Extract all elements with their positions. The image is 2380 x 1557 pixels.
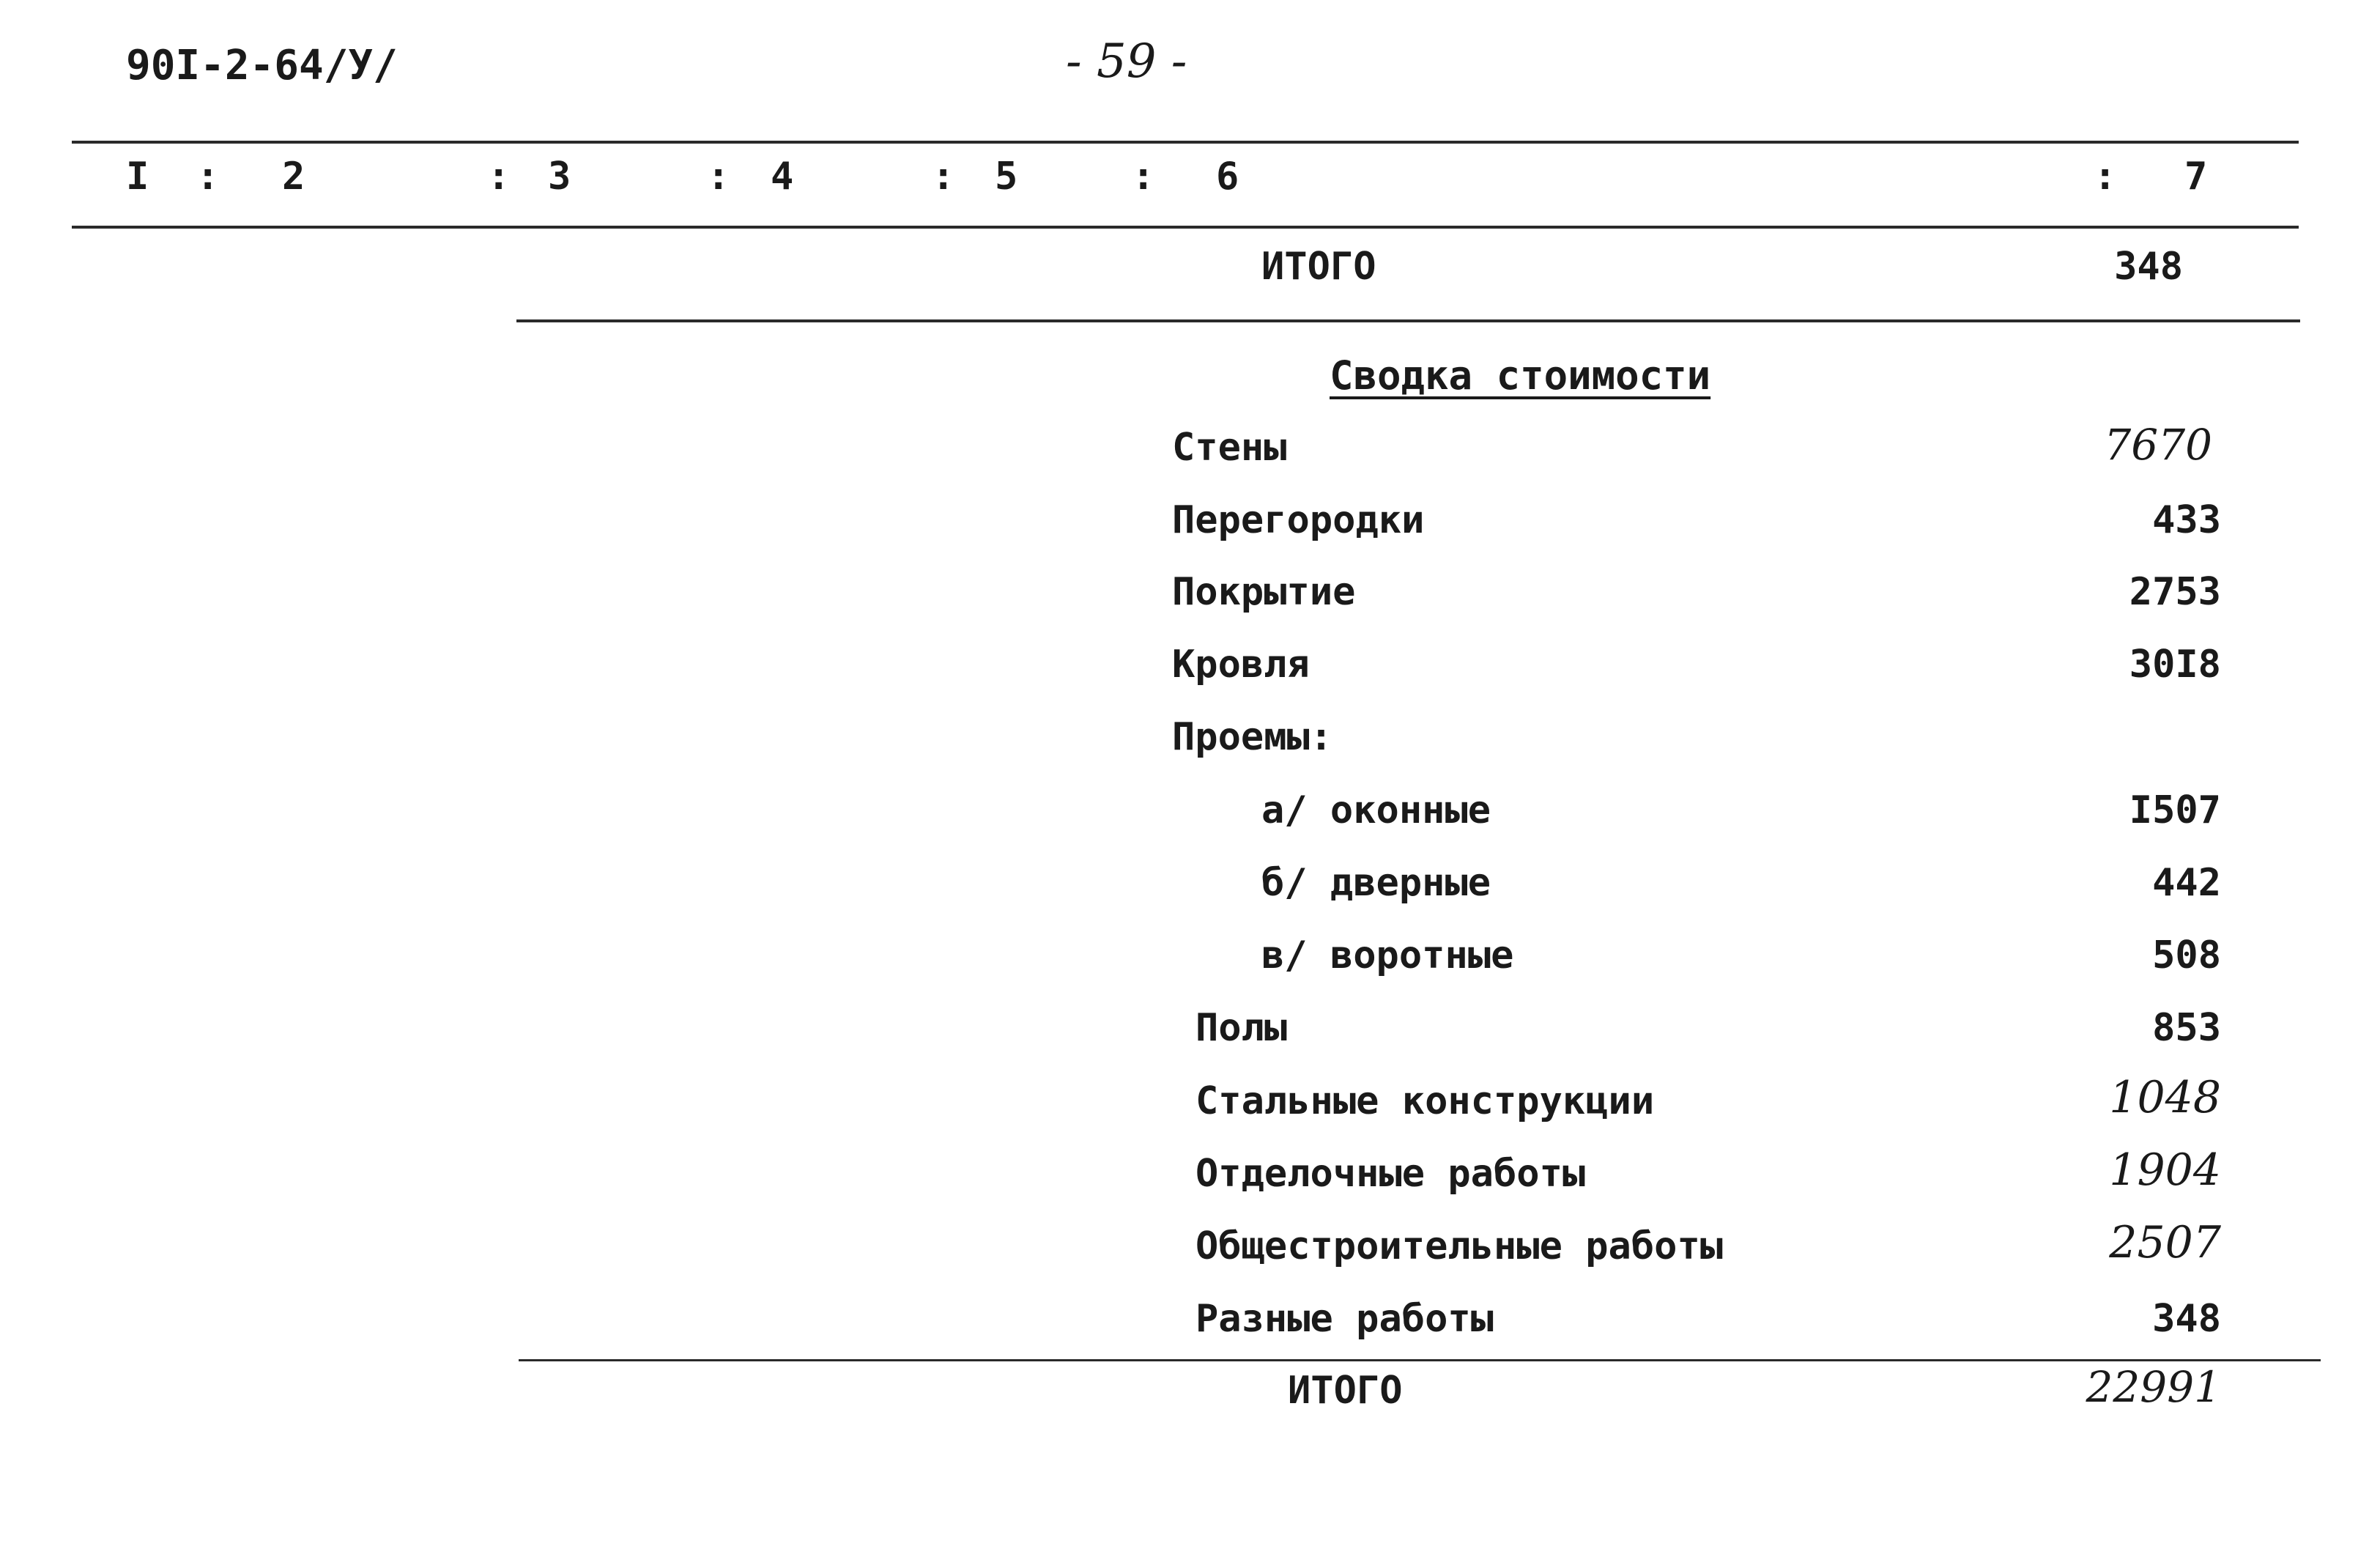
item-label: Покрытие xyxy=(1172,570,1356,614)
item-value: 433 xyxy=(2152,498,2221,542)
item-value: 1904 xyxy=(2109,1144,2221,1196)
item-label: б/ дверные xyxy=(1261,861,1491,905)
column-number: I xyxy=(126,155,149,199)
summary-title: Сводка стоимости xyxy=(1330,352,1711,399)
top-total-rule xyxy=(516,319,2300,322)
item-label: Разные работы xyxy=(1195,1297,1494,1341)
item-value: 442 xyxy=(2152,861,2221,905)
column-number: 4 xyxy=(771,155,794,199)
item-value: 508 xyxy=(2152,933,2221,977)
grand-total-rule xyxy=(519,1359,2321,1361)
column-separator: : xyxy=(196,155,220,199)
item-value: 348 xyxy=(2152,1297,2221,1341)
table-top-rule xyxy=(72,141,2299,144)
item-label: Перегородки xyxy=(1172,498,1425,542)
item-label: Стены xyxy=(1172,426,1287,470)
item-value: 7670 xyxy=(2104,420,2212,470)
item-label: в/ воротные xyxy=(1261,933,1514,977)
column-separator: : xyxy=(487,155,511,199)
column-header-bottom-rule xyxy=(72,226,2299,229)
grand-total-value: 22991 xyxy=(2086,1362,2221,1412)
item-value: I507 xyxy=(2129,788,2221,832)
top-total-label: ИТОГО xyxy=(1261,245,1376,289)
column-separator: : xyxy=(2094,155,2117,199)
column-number: 6 xyxy=(1216,155,1239,199)
grand-total-label: ИТОГО xyxy=(1288,1369,1403,1413)
item-label: Отделочные работы xyxy=(1195,1152,1586,1196)
column-number: 5 xyxy=(995,155,1018,199)
column-number: 3 xyxy=(548,155,571,199)
item-label: Стальные конструкции xyxy=(1195,1079,1655,1123)
item-value: 2753 xyxy=(2129,570,2221,614)
top-total-value: 348 xyxy=(2114,245,2183,289)
item-label: а/ оконные xyxy=(1261,788,1491,832)
column-separator: : xyxy=(707,155,730,199)
column-separator: : xyxy=(932,155,955,199)
item-value: 1048 xyxy=(2109,1072,2221,1123)
column-separator: : xyxy=(1132,155,1155,199)
item-label: Общестроительные работы xyxy=(1195,1224,1724,1268)
item-value: 2507 xyxy=(2109,1217,2221,1268)
document-code: 90I-2-64/У/ xyxy=(126,42,398,89)
page-number: - 59 - xyxy=(1066,34,1187,89)
item-value: 30I8 xyxy=(2129,643,2221,687)
item-value: 853 xyxy=(2152,1006,2221,1050)
item-label: Полы xyxy=(1195,1006,1288,1050)
item-label: Проемы: xyxy=(1172,715,1333,759)
column-number: 2 xyxy=(282,155,305,199)
item-label: Кровля xyxy=(1172,643,1310,687)
column-number: 7 xyxy=(2184,155,2208,199)
